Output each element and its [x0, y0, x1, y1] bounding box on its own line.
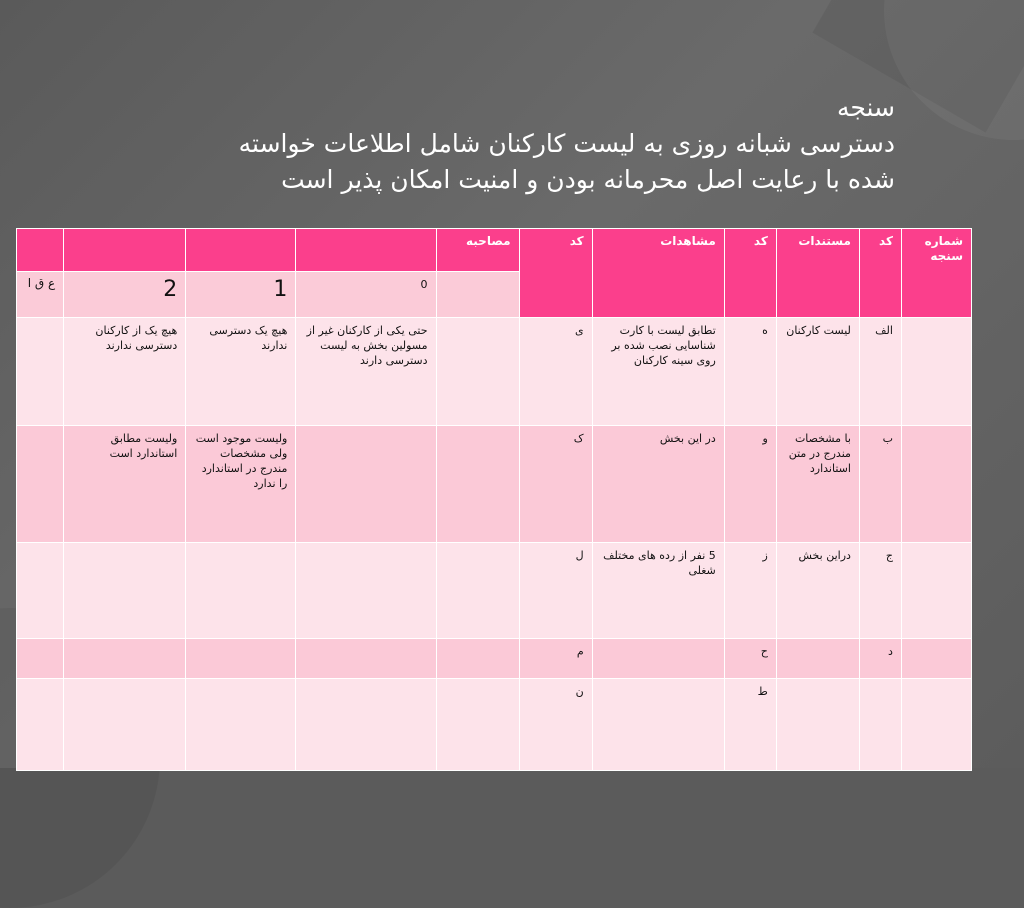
score-blank-cell: [436, 272, 519, 318]
header-code: کد: [859, 229, 901, 318]
table-row: [17, 543, 972, 639]
title-line: سنجه: [836, 93, 895, 122]
table-row: [17, 426, 972, 543]
measure-no-cell: [901, 543, 971, 639]
code-cell: الف: [859, 318, 901, 426]
code-cell: ن: [519, 679, 592, 771]
observations-cell: 5 نفر از رده های مختلف شغلی: [592, 543, 724, 639]
score-2-cell: هیچ یک از کارکنان دسترسی ندارند: [64, 318, 186, 426]
code-cell: و: [724, 426, 776, 543]
header-blank: [64, 229, 186, 272]
code-cell: [859, 679, 901, 771]
score-0-cell: [296, 543, 436, 639]
ain-qaf-cell: [17, 543, 64, 639]
score-2-cell: [64, 639, 186, 679]
measure-no-cell: [901, 679, 971, 771]
observations-cell: تطابق لیست با کارت شناسایی نصب شده بر روی سینه کارکنان: [592, 318, 724, 426]
title-line: دسترسی شبانه روزی به لیست کارکنان شامل اطلاعات خواسته: [238, 129, 895, 158]
score-0-label: 0: [296, 272, 436, 318]
score-0-cell: حتی یکی از کارکنان غیر از مسولین بخش به لیست دسترسی دارند: [296, 318, 436, 426]
header-documents: مستندات: [776, 229, 859, 318]
ain-qaf-cell: [17, 639, 64, 679]
score-2-cell: [64, 679, 186, 771]
documents-cell: دراین بخش: [776, 543, 859, 639]
header-measure-no: شماره سنجه: [901, 229, 971, 318]
interview-cell: [436, 543, 519, 639]
measure-no-cell: [901, 639, 971, 679]
observations-cell: در این بخش: [592, 426, 724, 543]
measure-no-cell: [901, 426, 971, 543]
score-2-cell: [64, 543, 186, 639]
interview-cell: [436, 426, 519, 543]
measure-table: [16, 228, 972, 771]
interview-cell: [436, 318, 519, 426]
code-cell: م: [519, 639, 592, 679]
interview-cell: [436, 679, 519, 771]
header-code: کد: [724, 229, 776, 318]
code-cell: ب: [859, 426, 901, 543]
slide-title: [110, 90, 895, 198]
score-2-label: 2: [64, 272, 186, 318]
header-blank: [17, 229, 64, 272]
ain-qaf-cell: [17, 679, 64, 771]
code-cell: ز: [724, 543, 776, 639]
score-1-cell: [186, 639, 296, 679]
header-blank: [296, 229, 436, 272]
code-cell: ی: [519, 318, 592, 426]
measure-no-cell: [901, 318, 971, 426]
code-cell: ج: [859, 543, 901, 639]
documents-cell: لیست کارکنان: [776, 318, 859, 426]
score-0-cell: [296, 639, 436, 679]
score-0-cell: [296, 426, 436, 543]
score-2-cell: ولیست مطابق استاندارد است: [64, 426, 186, 543]
header-interview: مصاحبه: [436, 229, 519, 272]
ain-qaf-cell: [17, 426, 64, 543]
documents-cell: [776, 679, 859, 771]
documents-cell: با مشخصات مندرج در متن استاندارد: [776, 426, 859, 543]
code-cell: ط: [724, 679, 776, 771]
code-cell: ه: [724, 318, 776, 426]
header-observations: مشاهدات: [592, 229, 724, 318]
title-line: شده با رعایت اصل محرمانه بودن و امنیت امکان پذیر است: [281, 165, 895, 194]
score-0-cell: [296, 679, 436, 771]
score-1-cell: ولیست موجود است ولی مشخصات مندرج در استاندارد را ندارد: [186, 426, 296, 543]
code-cell: ل: [519, 543, 592, 639]
header-code: کد: [519, 229, 592, 318]
table-row: [17, 639, 972, 679]
header-row: [17, 229, 972, 272]
table-row: [17, 679, 972, 771]
code-cell: د: [859, 639, 901, 679]
documents-cell: [776, 639, 859, 679]
ain-qaf-cell: [17, 318, 64, 426]
code-cell: ح: [724, 639, 776, 679]
score-1-label: 1: [186, 272, 296, 318]
score-1-cell: [186, 543, 296, 639]
score-1-cell: [186, 679, 296, 771]
score-1-cell: هیچ یک دسترسی ندارند: [186, 318, 296, 426]
interview-cell: [436, 639, 519, 679]
code-cell: ک: [519, 426, 592, 543]
score-ain-qaf-label: ع ق ا: [17, 272, 64, 318]
header-blank: [186, 229, 296, 272]
observations-cell: [592, 679, 724, 771]
observations-cell: [592, 639, 724, 679]
table-row: [17, 318, 972, 426]
